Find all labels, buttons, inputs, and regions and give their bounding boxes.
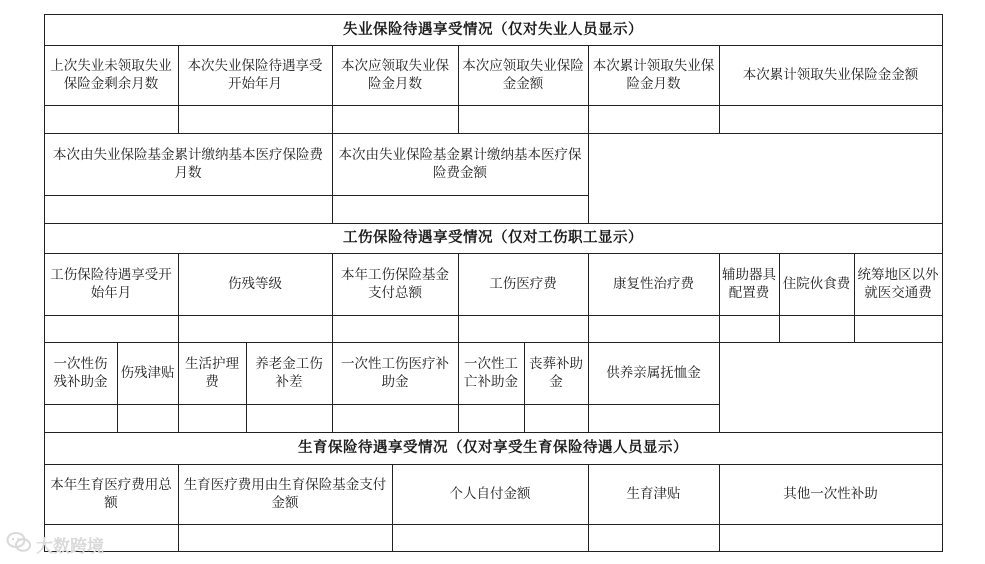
injury-header-start-month: 工伤保险待遇享受开始年月 xyxy=(50,267,172,301)
injury-header-annual-fund-total: 本年工伤保险基金支付总额 xyxy=(341,267,449,301)
value-row xyxy=(44,524,942,551)
maternity-header-allowance: 生育津贴 xyxy=(626,486,681,502)
injury-header-medical-lump-sum: 一次性工伤医疗补助金 xyxy=(341,356,449,390)
injury-header-funeral-subsidy: 丧葬补助金 xyxy=(529,356,583,390)
injury-header-disability-allowance: 伤残津贴 xyxy=(120,365,175,381)
maternity-header-self-paid: 个人自付金额 xyxy=(449,486,531,502)
injury-header-assistive-device-fee: 辅助器具配置费 xyxy=(722,267,776,301)
unemployment-header-received-months: 本次累计领取失业保险金月数 xyxy=(592,58,715,92)
injury-header-dependent-pension: 供养亲属抚恤金 xyxy=(606,365,701,381)
unemployment-header-medical-months: 本次由失业保险基金累计缴纳基本医疗保险费月数 xyxy=(53,147,323,181)
unemployment-section-title: 失业保险待遇享受情况（仅对失业人员显示） xyxy=(343,20,643,38)
injury-header-medical-fee: 工伤医疗费 xyxy=(489,276,557,292)
value-row xyxy=(44,105,942,133)
maternity-header-fund-paid: 生育医疗费用由生育保险基金支付金额 xyxy=(183,477,387,511)
injury-section-title: 工伤保险待遇享受情况（仅对工伤职工显示） xyxy=(343,229,643,246)
wechat-logo-icon xyxy=(6,530,32,559)
value-row xyxy=(44,315,942,342)
injury-header-hospital-meal-fee: 住院伙食费 xyxy=(782,276,851,292)
injury-header-disability-grade: 伤残等级 xyxy=(228,276,282,292)
injury-header-pension-supplement: 养老金工伤补差 xyxy=(255,356,323,390)
maternity-header-medical-total: 本年生育医疗费用总额 xyxy=(50,477,172,511)
unemployment-header-due-months: 本次应领取失业保险金月数 xyxy=(341,58,449,92)
injury-header-disability-lump-sum: 一次性伤残补助金 xyxy=(53,356,108,390)
value-row xyxy=(44,195,588,223)
maternity-section-title: 生育保险待遇享受情况（仅对享受生育保险待遇人员显示） xyxy=(298,439,688,456)
grid-line-vertical xyxy=(588,133,589,224)
unemployment-header-remaining-months: 上次失业未领取失业保险金剩余月数 xyxy=(50,58,172,92)
injury-header-care-fee: 生活护理费 xyxy=(185,356,239,390)
injury-header-death-lump-sum: 一次性工亡补助金 xyxy=(464,356,518,390)
unemployment-header-medical-amount: 本次由失业保险基金累计缴纳基本医疗保险费金额 xyxy=(338,147,582,181)
grid-line-vertical xyxy=(719,342,720,433)
injury-header-offsite-transport-fee: 统筹地区以外就医交通费 xyxy=(857,267,939,301)
watermark-text: 大数跨境 xyxy=(36,537,104,557)
injury-header-rehab-fee: 康复性治疗费 xyxy=(613,276,694,292)
unemployment-header-received-amount: 本次累计领取失业保险金金额 xyxy=(742,67,919,83)
value-row xyxy=(44,404,719,432)
grid-line-vertical xyxy=(942,14,943,552)
unemployment-header-start-month: 本次失业保险待遇享受开始年月 xyxy=(187,58,323,92)
maternity-header-other-lump-sum: 其他一次性补助 xyxy=(783,486,878,502)
unemployment-header-due-amount: 本次应领取失业保险金金额 xyxy=(462,58,584,92)
watermark xyxy=(6,530,104,559)
